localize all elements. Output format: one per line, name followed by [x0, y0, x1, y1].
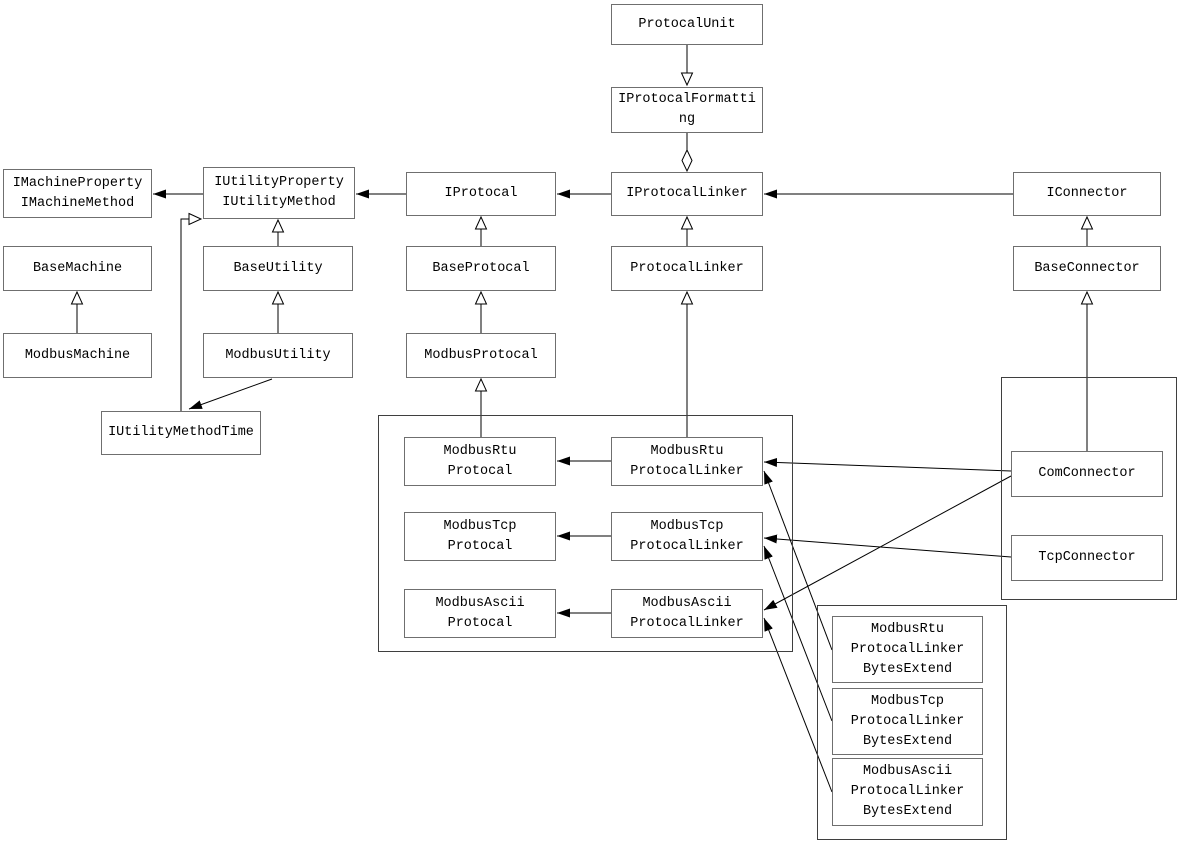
class-label-line: ProtocalLinker — [630, 538, 744, 554]
class-box-tcp-bytes-extend — [832, 688, 983, 755]
class-label-line: IProtocal — [444, 186, 518, 201]
class-label-line: ng — [678, 112, 696, 127]
class-box-protocal-unit — [611, 4, 763, 45]
class-box-modbus-tcp-protocal — [404, 512, 556, 561]
class-box-iconnector — [1013, 172, 1161, 216]
class-label-line: BytesExtend — [862, 733, 953, 749]
class-label-line: ModbusTcp — [871, 693, 944, 709]
class-label-line: BaseMachine — [32, 260, 123, 276]
class-box-iutility-property — [203, 167, 355, 219]
class-label-line: ProtocalLinker — [850, 784, 965, 799]
class-label-line: IProtocalLinker — [626, 186, 748, 201]
class-box-base-utility — [203, 246, 353, 291]
class-label-line: BaseProtocal — [432, 260, 530, 276]
class-box-modbus-tcp-linker — [611, 512, 763, 561]
class-box-iprotocal — [406, 172, 556, 216]
class-label-line: IProtocalFormatti — [618, 92, 756, 107]
class-box-modbus-machine — [3, 333, 152, 378]
class-label-line: ModbusAscii — [642, 595, 732, 611]
edge-tcp-connector-to-modbus-tcp-linker — [764, 538, 1011, 557]
class-label-line: BaseConnector — [1034, 260, 1140, 276]
class-label-line: ModbusRtu — [443, 443, 517, 459]
class-label-line: ProtocalLinker — [630, 260, 744, 276]
class-box-modbus-rtu-linker — [611, 437, 763, 486]
class-box-iprotocal-formatting — [611, 87, 763, 133]
class-label-line: ProtocalLinker — [630, 615, 744, 631]
class-label-line: Protocal — [447, 615, 513, 631]
class-label-line: ModbusRtu — [871, 621, 944, 637]
class-label-line: ProtocalLinker — [850, 641, 965, 657]
class-label-line: ModbusMachine — [24, 347, 131, 363]
class-label-line: Protocal — [447, 538, 513, 554]
class-box-iprotocal-linker — [611, 172, 763, 216]
class-label-line: ProtocalUnit — [638, 16, 736, 32]
class-label-line: ModbusProtocal — [424, 347, 538, 363]
class-label-line: Protocal — [447, 463, 513, 479]
class-label-line: TcpConnector — [1038, 550, 1136, 565]
class-label-line: ModbusUtility — [225, 347, 331, 363]
class-label-line: ComConnector — [1038, 466, 1136, 481]
class-label-line: IConnector — [1046, 186, 1128, 201]
edge-com-connector-to-modbus-ascii-linker — [764, 476, 1011, 610]
class-label-line: ModbusTcp — [650, 518, 724, 534]
class-box-modbus-utility — [203, 333, 353, 378]
class-label-line: IUtilityProperty — [214, 175, 344, 190]
class-box-modbus-rtu-protocal — [404, 437, 556, 486]
edge-modbus-utility-to-iutility-method-time — [189, 379, 272, 409]
class-label-line: ModbusAscii — [862, 764, 953, 779]
edge-iutility-method-time-to-iutility-property — [181, 219, 201, 411]
class-label-line: IUtilityMethod — [222, 195, 336, 210]
class-label-line: BaseUtility — [233, 260, 323, 276]
class-label-line: BytesExtend — [862, 661, 953, 677]
class-label-line: IMachineProperty — [12, 175, 143, 191]
class-box-protocal-linker — [611, 246, 763, 291]
class-label-line: IUtilityMethodTime — [108, 425, 254, 440]
class-label-line: ProtocalLinker — [630, 463, 744, 479]
class-box-base-connector — [1013, 246, 1161, 291]
edge-com-connector-to-modbus-rtu-linker — [764, 462, 1011, 471]
class-label-line: ModbusTcp — [443, 518, 517, 534]
class-label-line: IMachineMethod — [20, 195, 135, 211]
class-box-imachine-property — [3, 169, 152, 218]
class-label-line: ModbusRtu — [650, 443, 724, 459]
class-box-com-connector — [1011, 451, 1163, 497]
class-box-base-machine — [3, 246, 152, 291]
class-label-line: ModbusAscii — [435, 595, 525, 611]
class-box-rtu-bytes-extend — [832, 616, 983, 683]
class-box-tcp-connector — [1011, 535, 1163, 581]
class-box-modbus-ascii-protocal — [404, 589, 556, 638]
class-box-iutility-method-time — [101, 411, 261, 455]
class-box-base-protocal — [406, 246, 556, 291]
class-box-ascii-bytes-extend — [832, 758, 983, 826]
class-box-modbus-protocal — [406, 333, 556, 378]
class-label-line: BytesExtend — [862, 804, 953, 819]
class-box-modbus-ascii-linker — [611, 589, 763, 638]
class-label-line: ProtocalLinker — [850, 713, 965, 729]
